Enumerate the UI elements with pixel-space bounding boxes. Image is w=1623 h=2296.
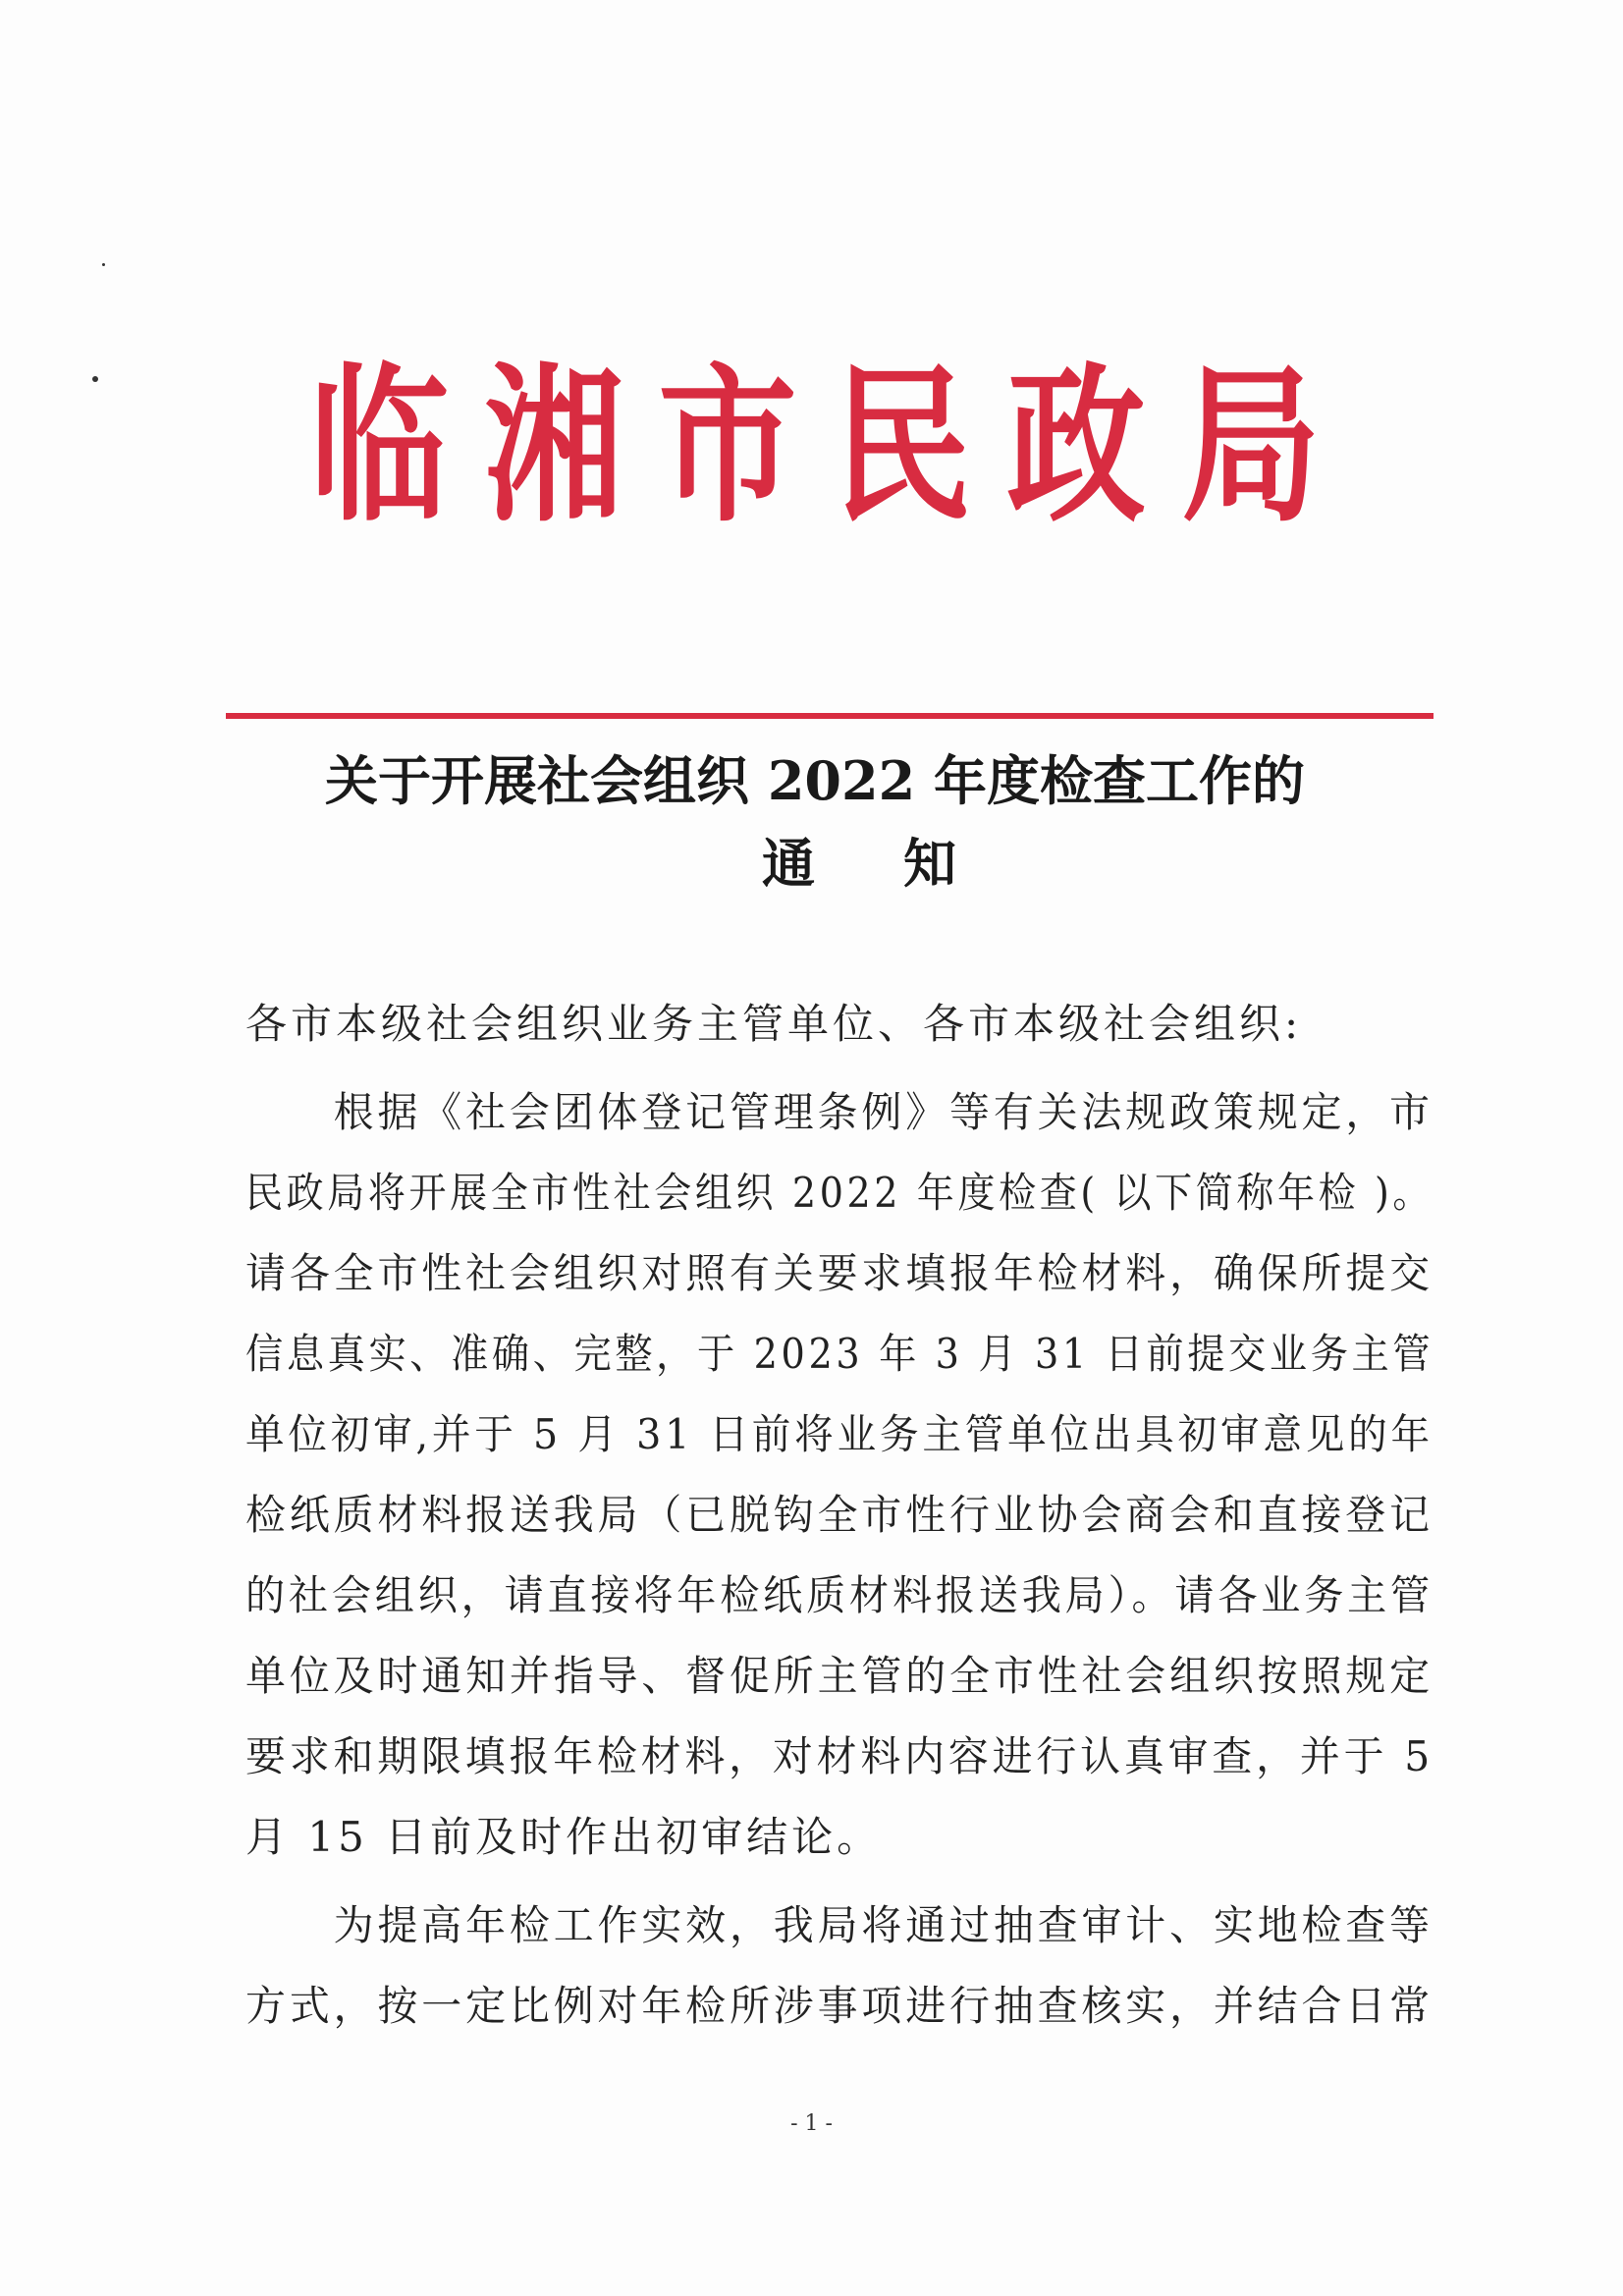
body-line: 单位初审,并于 5 月 31 日前将业务主管单位出具初审意见的年 xyxy=(245,1410,1434,1458)
body-line: 为提高年检工作实效，我局将通过抽查审计、实地检查等 xyxy=(245,1901,1434,1949)
body-line: 根据《社会团体登记管理条例》等有关法规政策规定，市 xyxy=(245,1088,1434,1136)
scan-speck xyxy=(92,376,98,382)
issuing-authority-header xyxy=(295,349,1335,545)
document-title-line-2: 通知 xyxy=(762,832,1045,895)
body-line: 要求和期限填报年检材料，对材料内容进行认真审查，并于 5 xyxy=(245,1732,1434,1780)
header-char: 湘 xyxy=(484,348,623,545)
body-line: 单位及时通知并指导、督促所主管的全市性社会组织按照规定 xyxy=(245,1652,1434,1700)
salutation: 各市本级社会组织业务主管单位、各市本级社会组织: xyxy=(245,1000,1303,1048)
header-char: 局 xyxy=(1181,348,1321,545)
body-line: 检纸质材料报送我局（已脱钩全市性行业协会商会和直接登记 xyxy=(245,1491,1434,1539)
body-line: 民政局将开展全市性社会组织 2022 年度检查( 以下简称年检 )。 xyxy=(245,1169,1434,1217)
header-char: 民 xyxy=(833,348,972,545)
page-number: - 1 - xyxy=(790,2111,833,2136)
body-line: 请各全市性社会组织对照有关要求填报年检材料，确保所提交 xyxy=(245,1249,1434,1297)
header-char: 政 xyxy=(1006,348,1146,545)
document-title-line-1: 关于开展社会组织 2022 年度检查工作的 xyxy=(325,749,1305,812)
red-separator-line xyxy=(226,713,1434,719)
body-line: 方式，按一定比例对年检所涉事项进行抽查核实，并结合日常 xyxy=(245,1982,1434,2030)
scan-speck xyxy=(102,263,105,266)
header-char: 临 xyxy=(309,348,449,545)
body-line: 月 15 日前及时作出初审结论。 xyxy=(245,1813,883,1861)
body-line: 的社会组织，请直接将年检纸质材料报送我局）。请各业务主管 xyxy=(245,1571,1434,1619)
header-char: 市 xyxy=(658,348,797,545)
body-line: 信息真实、准确、完整，于 2023 年 3 月 31 日前提交业务主管 xyxy=(245,1330,1434,1378)
